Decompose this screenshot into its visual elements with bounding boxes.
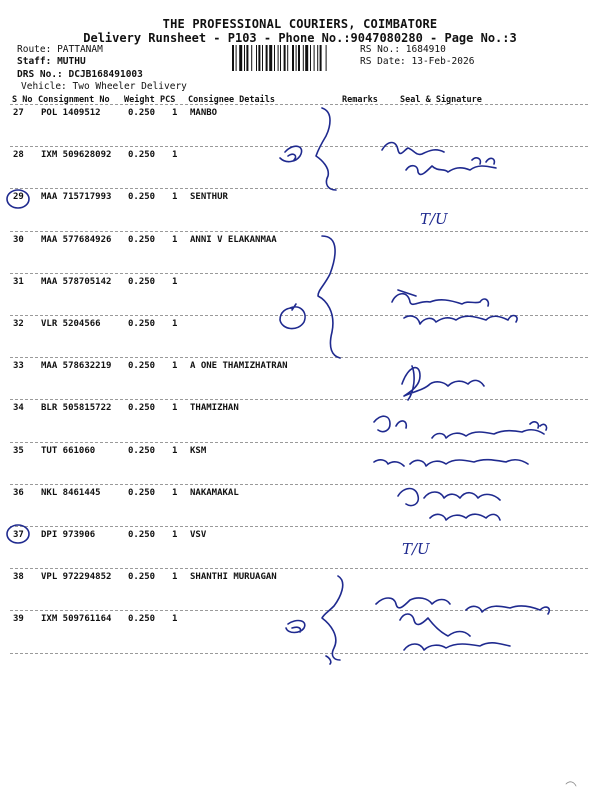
row-pcs: 1 — [172, 572, 178, 582]
row-pcs: 1 — [172, 403, 178, 413]
staff-value: MUTHU — [57, 56, 86, 67]
table-row — [0, 403, 600, 417]
row-consignee: SENTHUR — [190, 192, 228, 202]
barcode-bar — [232, 45, 234, 71]
row-consignment-no: MAA 715717993 — [41, 192, 112, 202]
row-sno: 35 — [13, 446, 24, 456]
row-pcs: 1 — [172, 488, 178, 498]
table-row — [0, 361, 600, 375]
rs-date-label: RS Date: — [360, 56, 406, 67]
drs-label: DRS No.: — [17, 69, 63, 80]
rs-no-label: RS No.: — [360, 44, 401, 55]
row-divider — [10, 357, 588, 358]
route-field — [17, 44, 103, 55]
row-sno: 29 — [13, 192, 24, 202]
row-pcs: 1 — [172, 614, 178, 624]
row-divider — [10, 188, 588, 189]
tu-mark-row-37: T/U — [402, 540, 430, 558]
col-consignee-header: Consignee Details — [188, 95, 275, 105]
row-sno: 28 — [13, 150, 24, 160]
stray-mark-corner — [566, 782, 576, 786]
company-title: THE PROFESSIONAL COURIERS, COIMBATORE — [162, 17, 438, 31]
row-weight: 0.250 — [128, 446, 156, 456]
row-sno: 38 — [13, 572, 24, 582]
table-row — [0, 150, 600, 164]
barcode-bar — [274, 45, 275, 71]
rs-date-field — [360, 56, 474, 67]
drs-value: DCJB168491003 — [68, 69, 143, 80]
signature-row-34 — [374, 416, 547, 438]
row-weight: 0.250 — [128, 572, 156, 582]
row-weight: 0.250 — [128, 150, 156, 160]
row-divider — [10, 484, 588, 485]
row-divider — [10, 146, 588, 147]
row-weight: 0.250 — [128, 361, 156, 371]
barcode-bar — [251, 45, 252, 71]
row-consignee: A ONE THAMIZHATRAN — [190, 361, 288, 371]
rs-no-value: 1684910 — [405, 44, 446, 55]
row-sno: 36 — [13, 488, 24, 498]
row-pcs: 1 — [172, 192, 178, 202]
barcode-image — [232, 45, 354, 71]
row-divider — [10, 315, 588, 316]
row-sno: 32 — [13, 319, 24, 329]
barcode-bar — [310, 45, 311, 71]
row-consignment-no: NKL 8461445 — [41, 488, 101, 498]
row-divider — [10, 231, 588, 232]
row-divider — [10, 653, 588, 654]
row-divider — [10, 442, 588, 443]
row-sno: 31 — [13, 277, 24, 287]
row-consignment-no: IXM 509628092 — [41, 150, 112, 160]
barcode-bar — [296, 45, 297, 71]
barcode-bar — [303, 45, 304, 71]
row-pcs: 1 — [172, 108, 178, 118]
row-weight: 0.250 — [128, 192, 156, 202]
vehicle-value: Two Wheeler Delivery — [72, 81, 187, 92]
barcode-bar — [298, 45, 300, 71]
stray-mark-bottom — [326, 656, 331, 664]
vehicle-field — [21, 81, 187, 92]
row-pcs: 1 — [172, 150, 178, 160]
row-consignment-no: VPL 972294852 — [41, 572, 112, 582]
row-divider — [10, 104, 588, 105]
barcode-bar — [326, 45, 327, 71]
col-remarks-header: Remarks — [342, 95, 378, 105]
table-row — [0, 488, 600, 502]
row-pcs: 1 — [172, 277, 178, 287]
barcode-bar — [280, 45, 281, 71]
col-seal-header: Seal & Signature — [400, 95, 482, 105]
col-consignment-header: Consignment No — [38, 95, 110, 105]
row-sno: 27 — [13, 108, 24, 118]
table-row — [0, 235, 600, 249]
table-row — [0, 108, 600, 122]
row-consignment-no: MAA 578632219 — [41, 361, 112, 371]
barcode-bar — [258, 45, 260, 71]
staff-label: Staff: — [17, 56, 52, 67]
barcode-bar — [262, 45, 263, 71]
col-pcs-header: PCS — [160, 95, 176, 105]
row-weight: 0.250 — [128, 530, 156, 540]
table-row — [0, 572, 600, 586]
row-sno: 37 — [13, 530, 24, 540]
table-row — [0, 277, 600, 291]
row-consignment-no: BLR 505815722 — [41, 403, 112, 413]
row-pcs: 1 — [172, 319, 178, 329]
row-consignee: KSM — [190, 446, 207, 456]
row-sno: 39 — [13, 614, 24, 624]
row-divider — [10, 399, 588, 400]
barcode-bar — [284, 45, 286, 71]
barcode-bar — [246, 45, 248, 71]
route-value: PATTANAM — [57, 44, 103, 55]
row-weight: 0.250 — [128, 614, 156, 624]
row-consignee: SHANTHI MURUAGAN — [190, 572, 277, 582]
row-consignee: VSV — [190, 530, 207, 540]
row-consignment-no: DPI 973906 — [41, 530, 96, 540]
barcode-bar — [244, 45, 245, 71]
row-divider — [10, 568, 588, 569]
row-weight: 0.250 — [128, 319, 156, 329]
table-row — [0, 446, 600, 460]
table-row — [0, 319, 600, 333]
row-sno: 30 — [13, 235, 24, 245]
signature-row-35 — [374, 460, 528, 466]
runsheet-subtitle: Delivery Runsheet - P103 - Phone No.:9047080280 - Page No.:3 — [83, 31, 517, 45]
row-weight: 0.250 — [128, 235, 156, 245]
rs-no-field — [360, 44, 446, 55]
barcode-bar — [287, 45, 288, 71]
barcode-bar — [305, 45, 308, 71]
col-weight-header: Weight — [124, 95, 155, 105]
table-row — [0, 530, 600, 544]
row-divider — [10, 273, 588, 274]
row-consignment-no: POL 1409512 — [41, 108, 101, 118]
row-pcs: 1 — [172, 235, 178, 245]
vehicle-label: Vehicle: — [21, 81, 67, 92]
row-divider — [10, 526, 588, 527]
barcode-bar — [256, 45, 257, 71]
row-weight: 0.250 — [128, 108, 156, 118]
row-consignee: NAKAMAKAL — [190, 488, 239, 498]
row-sno: 33 — [13, 361, 24, 371]
barcode-bar — [320, 45, 322, 71]
barcode-bar — [269, 45, 272, 71]
brace-mark-30-32 — [318, 236, 340, 358]
table-row — [0, 192, 600, 206]
row-weight: 0.250 — [128, 403, 156, 413]
row-consignment-no: VLR 5204566 — [41, 319, 101, 329]
staff-field — [17, 56, 86, 67]
row-pcs: 1 — [172, 530, 178, 540]
drs-field — [17, 69, 143, 80]
route-label: Route: — [17, 44, 52, 55]
row-pcs: 1 — [172, 446, 178, 456]
row-consignment-no: IXM 509761164 — [41, 614, 112, 624]
table-row — [0, 614, 600, 628]
row-sno: 34 — [13, 403, 24, 413]
tu-mark-row-29: T/U — [420, 210, 448, 228]
row-consignment-no: TUT 661060 — [41, 446, 96, 456]
barcode-bar — [278, 45, 279, 71]
barcode-bar — [266, 45, 268, 71]
row-divider — [10, 610, 588, 611]
barcode-bar — [292, 45, 294, 71]
barcode-bar — [314, 45, 315, 71]
barcode-bar — [239, 45, 242, 71]
row-consignee: THAMIZHAN — [190, 403, 239, 413]
row-consignee: ANNI V ELAKANMAA — [190, 235, 277, 245]
row-pcs: 1 — [172, 361, 178, 371]
barcode-bar — [317, 45, 318, 71]
col-sno-header: S No — [12, 95, 33, 105]
rs-date-value: 13-Feb-2026 — [411, 56, 475, 67]
row-weight: 0.250 — [128, 488, 156, 498]
row-consignment-no: MAA 577684926 — [41, 235, 112, 245]
row-consignment-no: MAA 578705142 — [41, 277, 112, 287]
barcode-bar — [236, 45, 237, 71]
row-weight: 0.250 — [128, 277, 156, 287]
row-consignee: MANBO — [190, 108, 218, 118]
